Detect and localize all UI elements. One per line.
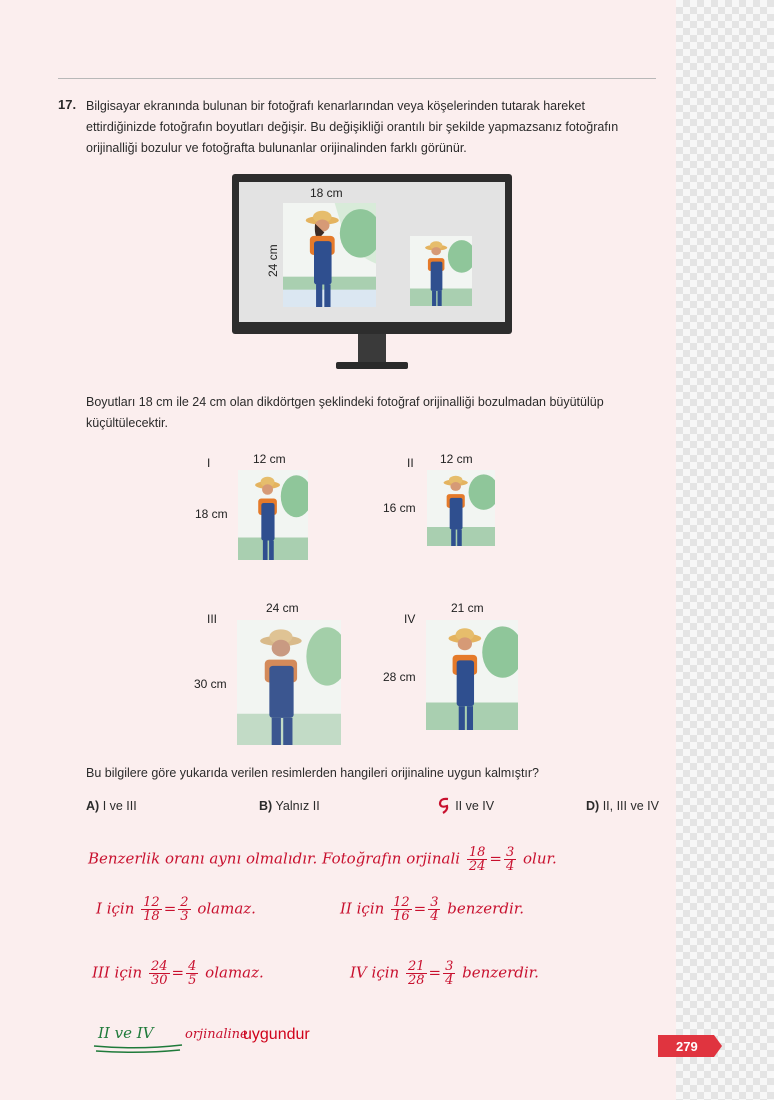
woman-illustration [238,470,308,560]
underline-icon [92,1042,184,1054]
monitor-stand [358,334,386,364]
handwriting-text: IV için [350,963,400,982]
fraction-numerator: 12 [143,895,160,910]
monitor-width-label: 18 cm [310,186,343,200]
photo-iii-width: 24 cm [266,601,299,615]
option-c-text: II ve IV [455,799,495,813]
fraction-denominator: 4 [430,909,439,924]
option-a[interactable] [86,799,137,813]
handwriting-text: olamaz. [205,963,264,982]
option-a-letter: A) [86,799,100,813]
photo-i [238,470,308,560]
photo-iv [426,620,518,730]
fraction-numerator: 3 [430,895,439,910]
option-d-letter: D) [586,799,600,813]
handwriting-line-2a: I için $\frac{12}{18}$ = $\frac{2}{3}$ olamaz. [96,895,256,924]
fraction-denominator: 24 [468,859,486,874]
photo-original [283,203,376,307]
handwriting-line-3a: III için $\frac{24}{30}$ = $\frac{4}{5}$ olamaz. [92,959,264,988]
handwriting-answer-red: orjinaline [185,1027,248,1042]
header-rule [58,78,656,79]
fraction [467,846,488,873]
fraction-numerator: 3 [445,959,454,974]
handwriting-text: benzerdir. [447,899,525,918]
handwriting-line-1: Benzerlik oranı aynı olmalıdır. Fotoğrafın orjinali $\frac{18}{24}$ = $\frac{3}{4}$ olur. [88,845,557,874]
page-number: 279 [676,1039,698,1054]
photo-i-width: 12 cm [253,452,286,466]
fraction-denominator: 4 [505,859,515,874]
fraction-numerator: 4 [188,959,197,974]
option-d[interactable] [586,799,659,813]
photo-resized [410,236,472,306]
fraction-numerator: 18 [468,845,486,860]
handwriting-line-2b: II için $\frac{12}{16}$ = $\frac{3}{4}$ benzerdir. [340,895,525,924]
woman-illustration [237,620,341,745]
photo-iii [237,620,341,745]
question-prompt: Bu bilgilere göre yukarıda verilen resimlerden hangileri orijinaline uygun kalmıştır? [86,766,540,780]
monitor-height-label: 24 cm [266,244,280,277]
handwriting-text: olamaz. [197,899,256,918]
option-c[interactable] [438,799,494,813]
woman-illustration [427,470,495,546]
fraction [149,960,170,987]
fraction-denominator: 18 [143,909,160,924]
fraction [428,896,440,923]
handwriting-text: II için [340,899,385,918]
photo-i-label: I [207,456,211,470]
fraction [504,846,516,873]
photo-iv-label: IV [404,612,416,626]
fraction-numerator: 21 [407,959,425,974]
fraction-denominator: 30 [150,973,168,988]
fraction-numerator: 2 [180,895,189,910]
statement-text: Boyutları 18 cm ile 24 cm olan dikdörtgen şeklindeki fotoğraf orijinalliği bozulmadan büyütülüp küçültülecektir. [86,395,604,430]
photo-iii-height: 30 cm [194,677,227,691]
fraction [178,896,190,923]
photo-iii-label: III [207,612,218,626]
handwriting-text: olur. [523,849,557,868]
fraction-numerator: 3 [505,845,515,860]
fraction [406,960,427,987]
handwriting-answer-green: II ve IV [98,1024,154,1042]
fraction-denominator: 5 [188,973,197,988]
option-b-letter: B) [259,799,273,813]
page-margin-pattern [676,0,774,1100]
handwriting-text: I için [96,899,135,918]
woman-illustration [426,620,518,730]
fraction-numerator: 24 [150,959,168,974]
photo-iv-height: 28 cm [383,670,416,684]
woman-illustration [283,203,376,307]
photo-i-height: 18 cm [195,507,228,521]
monitor-base [336,362,408,369]
handwriting-text: III için [92,963,143,982]
fraction [391,896,412,923]
handwriting-text: benzerdir. [462,963,539,982]
question-number: 17. [58,97,77,112]
photo-ii-height: 16 cm [383,501,416,515]
fraction-denominator: 4 [445,973,454,988]
photo-iv-width: 21 cm [451,601,484,615]
fraction [443,960,455,987]
fraction [141,896,162,923]
handwriting-line-3b: IV için $\frac{21}{28}$ = $\frac{3}{4}$ benzerdir. [350,959,539,988]
fraction-denominator: 28 [407,973,425,988]
option-a-text: I ve III [102,799,137,813]
handwriting-text: Benzerlik oranı aynı olmalıdır. Fotoğrafın orjinali [88,849,461,868]
fraction-numerator: 12 [393,895,410,910]
answer-typed-text: uygundur [243,1026,310,1043]
fraction [186,960,198,987]
fraction-denominator: 16 [393,909,410,924]
option-b[interactable] [259,799,320,813]
option-d-text: II, III ve IV [602,799,659,813]
woman-illustration [410,236,472,306]
photo-ii [427,470,495,546]
fraction-denominator: 3 [180,909,189,924]
photo-ii-width: 12 cm [440,452,473,466]
option-b-text: Yalnız II [275,799,320,813]
photo-ii-label: II [407,456,414,470]
question-text: Bilgisayar ekranında bulunan bir fotoğrafı kenarlarından veya köşelerinden tutarak hareket ettirdiğinizde fotoğrafın boyutları değişir. Bu değişikliği orantılı bir şekilde yapmazsanız fotoğrafın orijinalliği bozulur ve fotoğrafta bulunanlar orijinalinden farklı görünür. [86,99,619,155]
